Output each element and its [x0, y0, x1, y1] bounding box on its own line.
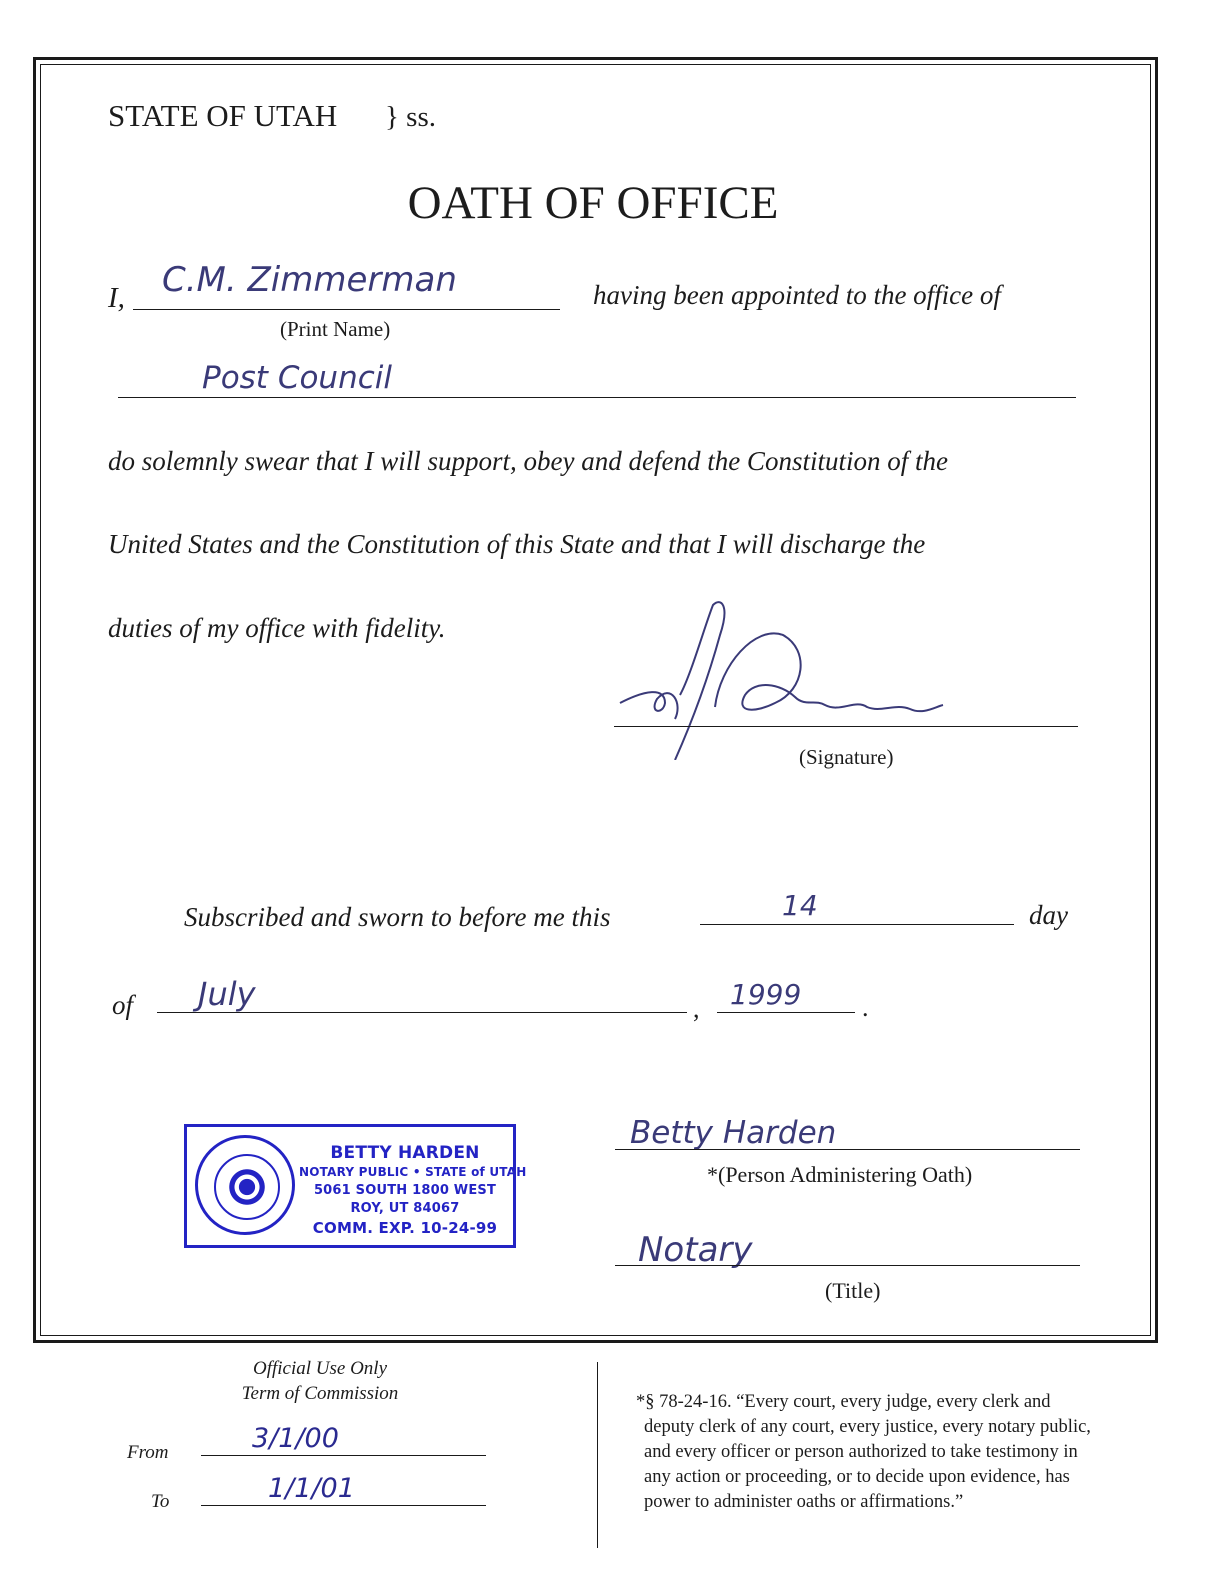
stamp-line-2: NOTARY PUBLIC • STATE of UTAH: [299, 1165, 527, 1179]
state-heading: STATE OF UTAH: [108, 98, 338, 133]
from-value: 3/1/00: [252, 1423, 339, 1454]
oath-line-1: do solemnly swear that I will support, obey and defend the Constitution of the: [108, 446, 948, 476]
stamp-line-5: COMM. EXP. 10-24-99: [312, 1219, 498, 1237]
title-value: Notary: [638, 1230, 753, 1270]
subscribed-text: Subscribed and sworn to before me this: [184, 902, 611, 932]
ss-mark: } ss.: [385, 101, 436, 133]
to-label: To: [151, 1491, 170, 1512]
signature-line: [614, 726, 1078, 727]
year-value: 1999: [730, 978, 802, 1011]
day-line: [700, 924, 1014, 925]
to-value: 1/1/01: [268, 1473, 355, 1504]
administrator-caption: *(Person Administering Oath): [707, 1162, 973, 1187]
month-value: July: [198, 975, 256, 1013]
office-line: [118, 397, 1076, 398]
office-value: Post Council: [202, 360, 392, 396]
term-heading: Term of Commission: [241, 1383, 399, 1404]
statute-line-4: any action or proceeding, or to decide upon evidence, has: [644, 1467, 1070, 1487]
i-prefix: I,: [108, 282, 125, 314]
footer-divider: [597, 1362, 598, 1548]
from-label: From: [127, 1442, 169, 1463]
stamp-line-1: BETTY HARDEN: [330, 1143, 480, 1163]
notary-stamp: [184, 1124, 527, 1248]
statute-line-5: power to administer oaths or affirmations.”: [644, 1492, 964, 1512]
comma: ,: [693, 994, 700, 1023]
statute-line-2: deputy clerk of any court, every justice, every notary public,: [644, 1417, 1091, 1437]
stamp-line-3: 5061 SOUTH 1800 WEST: [313, 1183, 497, 1198]
period: .: [862, 993, 869, 1022]
statute-block: [636, 1390, 1091, 1515]
notary-seal-icon: [195, 1135, 295, 1235]
stamp-line-4: ROY, UT 84067: [350, 1201, 460, 1216]
appointed-text: having been appointed to the office of: [593, 280, 1001, 310]
oath-line-2: United States and the Constitution of this State and that I will discharge the: [108, 529, 926, 559]
oath-line-3: duties of my office with fidelity.: [108, 613, 446, 643]
day-value: 14: [782, 889, 818, 922]
month-line: [157, 1012, 687, 1013]
day-word: day: [1029, 900, 1068, 930]
print-name-value: C.M. Zimmerman: [162, 260, 457, 300]
title-line: [615, 1265, 1080, 1266]
administrator-name-value: Betty Harden: [630, 1115, 837, 1151]
print-name-line: [133, 309, 560, 310]
page-title: OATH OF OFFICE: [407, 177, 779, 229]
signature-scribble: [605, 595, 945, 760]
administrator-line: [615, 1149, 1080, 1150]
print-name-caption: (Print Name): [280, 317, 391, 341]
year-line: [717, 1012, 855, 1013]
signature-caption: (Signature): [799, 745, 894, 769]
statute-line-3: and every officer or person authorized to take testimony in: [644, 1442, 1078, 1462]
statute-line-1: *§ 78-24-16. “Every court, every judge, every clerk and: [636, 1392, 1051, 1412]
title-caption: (Title): [825, 1278, 881, 1303]
to-line: [201, 1505, 486, 1506]
of-word: of: [112, 990, 134, 1020]
from-line: [201, 1455, 486, 1456]
official-use-heading: Official Use Only: [252, 1358, 388, 1379]
